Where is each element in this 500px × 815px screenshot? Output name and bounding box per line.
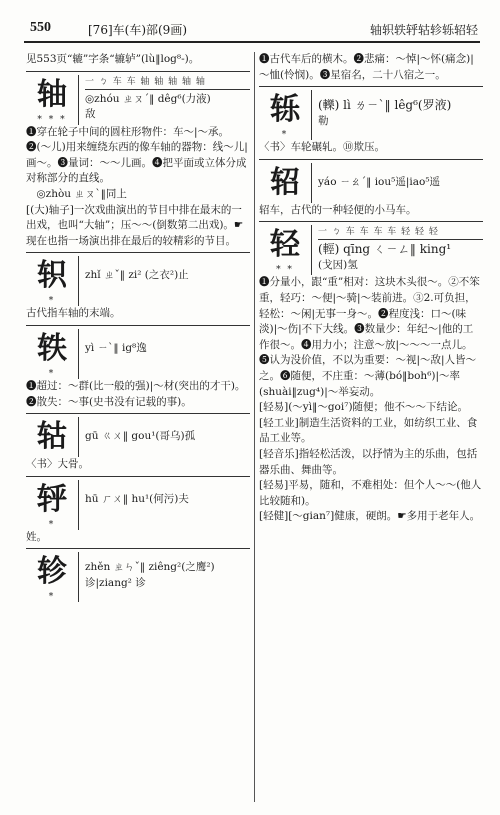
compound-entry: [轻健][～gian⁷]健康，硬朗。☛多用于老年人。 bbox=[259, 510, 481, 523]
headword: 轸 bbox=[37, 554, 67, 590]
compound-entry: [轻易](～yì‖～goi⁷)随便；他不～～下结论。 bbox=[259, 401, 469, 414]
stroke-order: 一 ㄅ 车 车 车 车 轻 轻 轻 bbox=[318, 225, 483, 240]
frequency-stars: * bbox=[281, 130, 289, 141]
divider bbox=[26, 71, 250, 72]
frequency-stars: * * * bbox=[37, 114, 67, 125]
compound-entry: [轻易]平易，随和，不难相处：但个人～～(他人比较随和)。 bbox=[259, 479, 482, 507]
frequency-stars: * bbox=[48, 296, 56, 307]
entry-body bbox=[79, 480, 250, 508]
guide-range: 轴轵轶轷轱轸轹轺轻 bbox=[369, 23, 478, 37]
frequency-stars: * bbox=[48, 519, 56, 530]
divider bbox=[259, 86, 483, 87]
compound-entry: [轻工业]制造生活资料的工业，如纺织工业、食品工业等。 bbox=[259, 416, 478, 445]
entry-zhen bbox=[26, 552, 250, 602]
divider bbox=[26, 476, 250, 477]
entry-zhi bbox=[26, 256, 250, 306]
headword-box bbox=[259, 90, 312, 140]
headword-box bbox=[26, 329, 79, 379]
frequency-stars: * * bbox=[276, 265, 294, 276]
pronunciation: gū ㄍㄨ‖ gou¹(哥乌)孤 bbox=[85, 430, 196, 443]
headword: 轶 bbox=[37, 330, 67, 366]
definition: ❶穿在轮子中间的圆柱形物件：车～|～承。❷(～儿)用来缠绕东西的像车轴的器物：线～儿|画～。❸量词：～～儿画。❹把平面或立体分成对称部分的直线。 bbox=[26, 125, 248, 185]
headword: 轱 bbox=[37, 419, 67, 455]
divider bbox=[26, 548, 250, 549]
pronunciation: zhěn ㄓㄣˇ‖ ziêng²(之鹰²) bbox=[85, 561, 215, 574]
headword: 轺 bbox=[270, 164, 300, 200]
headword: 轷 bbox=[37, 481, 67, 517]
stroke-order: 一 ㄅ 车 车 轴 轴 轴 轴 轴 bbox=[85, 75, 250, 90]
headword: 轵 bbox=[37, 258, 67, 294]
headword-box bbox=[26, 256, 79, 306]
definition: ❶超过：～群(比一般的强)|～材(突出的才干)。❷散失：～事(史书没有记载的事)。 bbox=[26, 379, 246, 408]
frequency-stars: * bbox=[48, 592, 56, 603]
intro-text: 见553页“辘”字条“辘轳”(lù‖log⁸-)。 bbox=[26, 53, 200, 65]
entry-body bbox=[79, 552, 250, 591]
headword: 轻 bbox=[270, 227, 300, 263]
page-header bbox=[0, 0, 500, 44]
entry-yi bbox=[26, 329, 250, 379]
entry-body bbox=[79, 329, 250, 357]
pronunciation: yì ㄧˋ‖ ig⁸逸 bbox=[85, 341, 147, 354]
entry-gu bbox=[26, 417, 250, 457]
entry-body bbox=[312, 225, 483, 273]
divider bbox=[26, 252, 250, 253]
definition-alt: [(大)轴子]一次戏曲演出的节目中排在最末的一出戏，也叫“大轴”；压～～(倒数第二出戏)。☛现在也指一场演出排在最后的较精彩的节目。 bbox=[26, 203, 244, 247]
headword-box bbox=[259, 225, 312, 275]
pronunciation: ◎zhóu ㄓㄡˊ‖ dêg⁶(力液) bbox=[85, 92, 211, 105]
pronunciation-note: 诊|ziang² 诊 bbox=[85, 576, 146, 589]
entry-body bbox=[79, 417, 250, 445]
entry-body bbox=[312, 163, 483, 191]
definition: 〈书〉大骨。 bbox=[26, 458, 89, 471]
pronunciation: yáo ㄧㄠˊ‖ iou⁵遥|iao⁵遥 bbox=[318, 175, 441, 188]
entry-body bbox=[79, 256, 250, 284]
compound-entry: [轻音乐]指轻松活泼，以抒情为主的乐曲，包括器乐曲、舞曲等。 bbox=[259, 447, 478, 476]
pronunciation: (輕) qīng ㄑㄧㄥ‖ king¹ bbox=[318, 242, 452, 257]
page-number: 550 bbox=[30, 20, 51, 35]
definition: 古代指车轴的末端。 bbox=[26, 307, 121, 320]
definition: 〈书〉车轮碾轧。⑩欺压。 bbox=[259, 141, 385, 154]
entry-hu bbox=[26, 480, 250, 530]
pronunciation: (轢) lì ㄌㄧˋ‖ lêg⁶(罗液) bbox=[318, 98, 452, 113]
divider bbox=[26, 325, 250, 326]
headword-box bbox=[26, 417, 79, 457]
headword: 轴 bbox=[37, 76, 67, 112]
definition: ❶古代车后的横木。❷悲痛：～悼|～怀(痛念)|～恤(怜悯)。❸星宿名，二十八宿之一。 bbox=[259, 53, 474, 81]
entry-body bbox=[312, 90, 483, 129]
pronunciation-note: 敌 bbox=[85, 108, 96, 121]
divider bbox=[259, 221, 483, 222]
frequency-stars: * bbox=[48, 368, 56, 379]
headword: 轹 bbox=[270, 92, 300, 128]
headword-box bbox=[259, 163, 312, 203]
headword-box bbox=[26, 480, 79, 530]
definition: ❶分量小，跟“重”相对：这块木头很～。②不笨重，轻巧：～便|～骑|～装前进。③2.可负担，轻松：～闲|无事一身～。❷程度浅：口～(味淡)|～伤|不下大线。❸数量少：年纪～|他的工作很～。❹用力小；注意～放|～～～一点儿。❺认为没价值，不以为重要：～视|～敌|人皆～之。❻随便，不庄重：～薄(bó‖boh⁶)|～率(shuài‖zug⁴)|～举妄动。 bbox=[259, 276, 480, 398]
section-title: [76]车(车)部(9画) bbox=[88, 23, 187, 37]
divider bbox=[26, 413, 250, 414]
definition: 轺车，古代的一种轻便的小马车。 bbox=[259, 203, 417, 216]
entry-body bbox=[79, 75, 250, 123]
entry-qing bbox=[259, 225, 483, 275]
pronunciation-note: 勒 bbox=[318, 114, 329, 127]
divider bbox=[259, 159, 483, 160]
pronunciation: zhǐ ㄓˇ‖ zi² (之衣²)止 bbox=[85, 269, 189, 282]
pronunciation-note: (戈因)氢 bbox=[318, 258, 358, 271]
headword-box bbox=[26, 75, 79, 125]
entry-li bbox=[259, 90, 483, 140]
column-divider bbox=[254, 52, 255, 802]
header-rule bbox=[24, 41, 480, 43]
entry-zhou bbox=[26, 75, 250, 125]
pronunciation-alt: ◎zhòu ㄓㄡˋ‖同上 bbox=[36, 187, 127, 200]
left-column bbox=[26, 52, 250, 602]
entry-yao bbox=[259, 163, 483, 203]
headword-box bbox=[26, 552, 79, 602]
pronunciation: hū ㄏㄨ‖ hu¹(何污)夫 bbox=[85, 492, 189, 505]
definition: 姓。 bbox=[26, 530, 47, 543]
right-column bbox=[259, 52, 483, 525]
